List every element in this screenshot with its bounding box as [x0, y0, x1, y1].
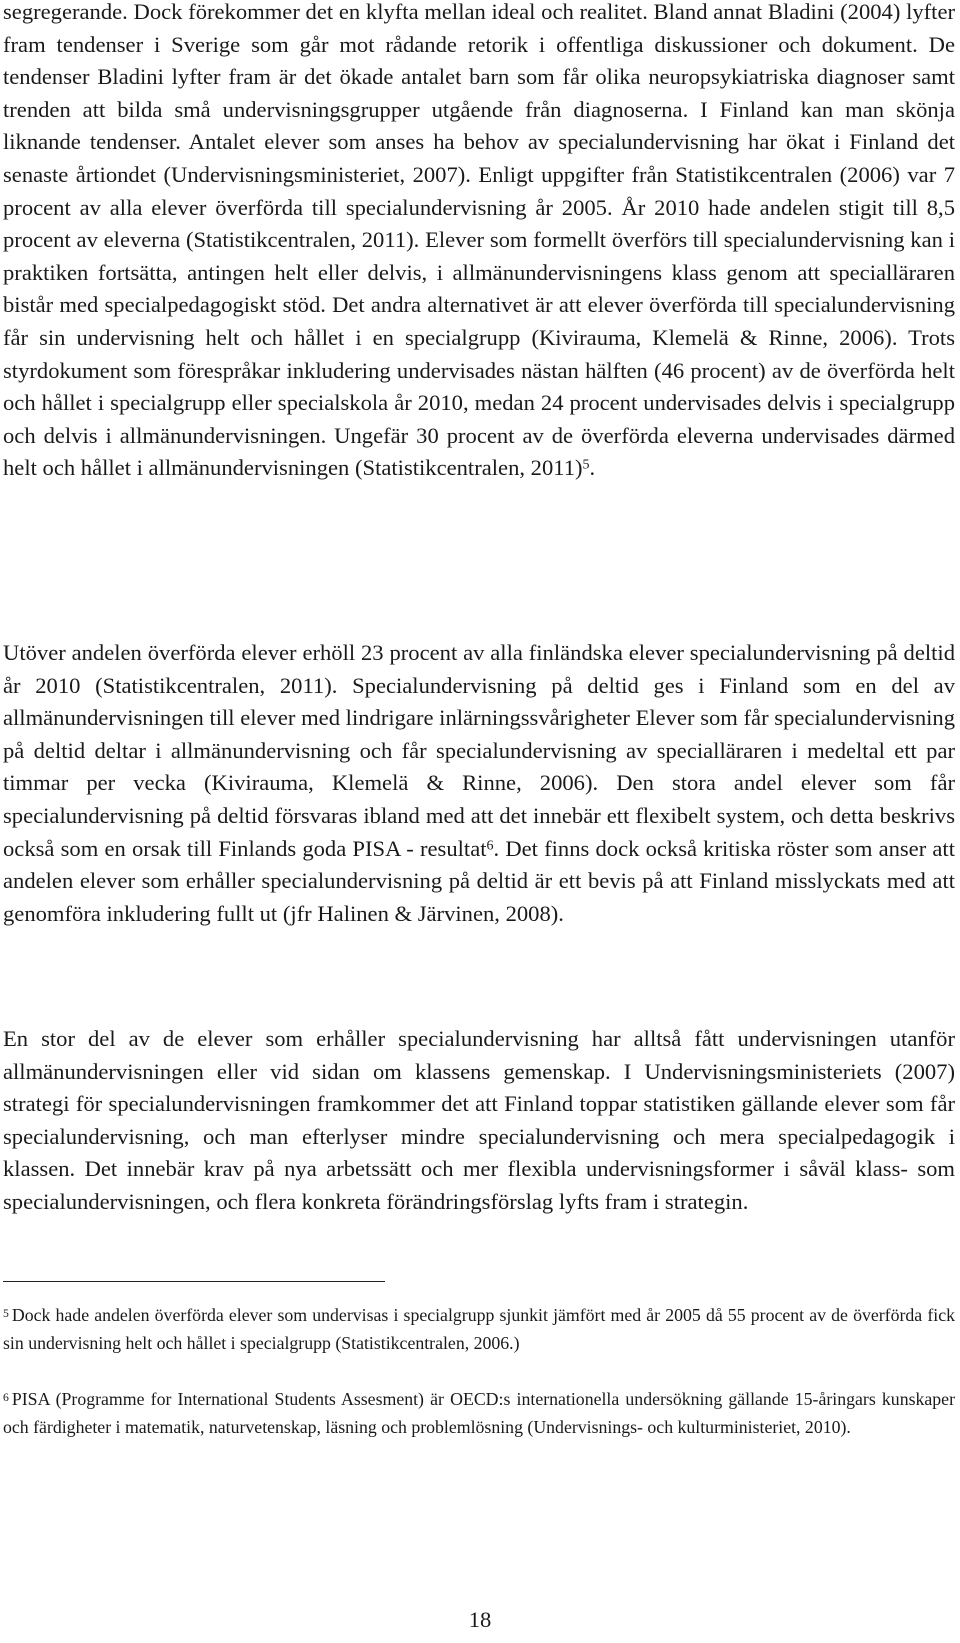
body-paragraph-1 — [3, 0, 955, 485]
body-paragraph-2 — [3, 637, 955, 930]
paragraph-1-text: segregerande. Dock förekommer det en klyfta mellan ideal och realitet. Bland annat Bladini (2004) lyfter fram tendenser i Sverige som går mot rådande retorik i offentliga diskussioner och dokument. De tendenser Bladini lyfter fram är det ökade antalet barn som får olika neuropsykiatriska diagnoser samt trenden att bilda små undervisningsgrupper utgående från diagnoserna. I Finland kan man skönja liknande tendenser. Antalet elever som anses ha behov av specialundervisning har ökat i Finland det senaste årtiondet (Undervisningsministeriet, 2007). Enligt uppgifter från Statistikcentralen (2006) var 7 procent av alla elever överförda till specialundervisning år 2005. År 2010 hade andelen stigit till 8,5 procent av eleverna (Statistikcentralen, 2011). Elever som formellt överförs till specialundervisning kan i praktiken fortsätta, antingen helt eller delvis, i allmänundervisningens klass genom att specialläraren bistår med specialpedagogiskt stöd. Det andra alternativet är att elever överförda till specialundervisning får sin undervisning helt och hållet i en specialgrupp (Kivirauma, Klemelä & Rinne, 2006). Trots styrdokument som förespråkar inkludering undervisades nästan hälften (46 procent) av de överförda helt och hållet i specialgrupp eller specialskola år 2010, medan 24 procent undervisades delvis i specialgrupp och delvis i allmänundervisningen. Ungefär 30 procent av de överförda eleverna undervisades därmed helt och hållet i allmänundervisningen (Statistikcentralen, 2011) — [3, 0, 955, 481]
footnote-reference-6: 6 — [486, 838, 494, 854]
footnote-6-text: PISA (Programme for International Students Assesment) är OECD:s internationella undersökning gällande 15-åringars kunskaper och färdigheter i matematik, naturvetenskap, läsning och problemlösning (Undervisnings- och kulturministeriet, 2010). — [3, 1389, 955, 1437]
paragraph-3-text: En stor del av de elever som erhåller specialundervisning har alltså fått undervisningen utanför allmänundervisningen eller vid sidan om klassens gemenskap. I Undervisningsministeriets (2007) strategi för specialundervisningen framkommer det att Finland toppar statistiken gällande elever som får specialundervisning, och man efterlyser mindre specialundervisning och mera specialpedagogik i klassen. Det innebär krav på nya arbetssätt och mer flexibla undervisningsformer i såväl klass- som specialundervisningen, och flera konkreta förändringsförslag lyfts fram i strategin. — [3, 1026, 955, 1214]
paragraph-2-tail: . Det finns dock också kritiska röster som anser att andelen elever som erhåller specialundervisning på deltid är ett bevis på att Finland misslyckats med att genomföra inkludering fullt ut (jfr Halinen & Järvinen, 2008). — [3, 835, 955, 926]
page-number: 18 — [468, 1607, 492, 1632]
paragraph-2-text: Utöver andelen överförda elever erhöll 23 procent av alla finländska elever specialundervisning på deltid år 2010 (Statistikcentralen, 2011). Specialundervisning på deltid ges i Finland som en del av allmänundervisningen till elever med lindrigare inlärningssvårigheter Elever som får specialundervisning på deltid deltar i allmänundervisning och får specialundervisning av specialläraren i medeltal ett par timmar per vecka (Kivirauma, Klemelä & Rinne, 2006). Den stora andel elever som får specialundervisning på deltid försvaras ibland med att det innebär ett flexibelt system, och detta beskrivs också som en orsak till Finlands goda PISA - resultat — [3, 640, 955, 861]
footnote-5-text: Dock hade andelen överförda elever som undervisas i specialgrupp sjunkit jämfört med år 2005 då 55 procent av de överförda fick sin undervisning helt och hållet i specialgrupp (Statistikcentralen, 2006.) — [3, 1305, 955, 1353]
footnote-5-marker: 5 — [3, 1306, 9, 1320]
footnote-5 — [3, 1302, 955, 1358]
paragraph-1-tail: . — [589, 455, 596, 481]
footnote-6-marker: 6 — [3, 1390, 9, 1404]
footnote-6 — [3, 1386, 955, 1442]
body-paragraph-3 — [3, 1023, 955, 1219]
footnote-reference-5: 5 — [582, 458, 590, 474]
footnote-separator — [3, 1281, 385, 1282]
